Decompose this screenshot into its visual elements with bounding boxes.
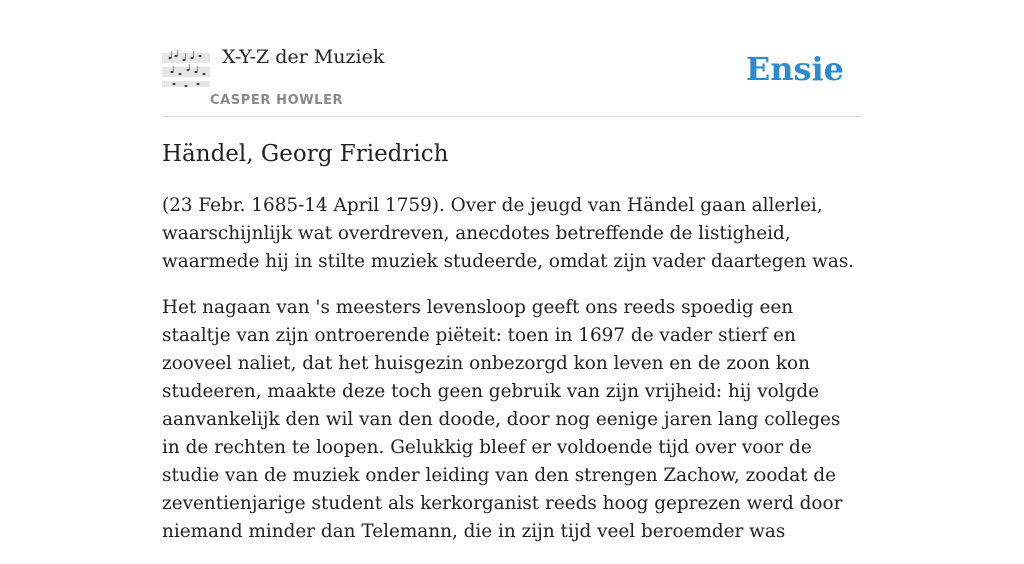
article-paragraph: Het nagaan van 's meesters levensloop geeft ons reeds spoedig een staaltje van zijn ontroerende piëteit: toen in 1697 de vader stierf en zooveel naliet, dat het huisgezin onbezorgd kon leven en de zoon kon studeeren, maakte deze toch geen gebruik van zijn vrijheid: hij volgde aanvankelijk den wil van den doode, door nog eenige jaren lang colleges in de rechten te loopen. Gelukkig bleef er voldoende tijd over voor de studie van de muziek onder leiding van den strengen Zachow, zoodat de zeventienjarige student als kerkorganist reeds hoog geprezen werd door niemand minder dan Telemann, die in zijn tijd veel beroemder was — [162, 297, 843, 542]
page-title: Händel, Georg Friedrich — [162, 141, 449, 167]
article-content — [162, 138, 862, 564]
brand-logo[interactable]: Ensie — [745, 50, 844, 88]
author-name[interactable]: CASPER HOWLER — [210, 93, 344, 108]
article-paragraph: (23 Febr. 1685-14 April 1759). Over de jeugd van Händel gaan allerlei, waarschijnlijk wat overdreven, anecdotes betreffende de listigheid, waarmede hij in stilte muziek studeerde, omdat zijn vader daartegen was. — [162, 195, 855, 272]
book-title[interactable]: X-Y-Z der Muziek — [222, 46, 385, 68]
site-header — [162, 40, 862, 117]
sheet-music-icon[interactable] — [162, 46, 210, 90]
